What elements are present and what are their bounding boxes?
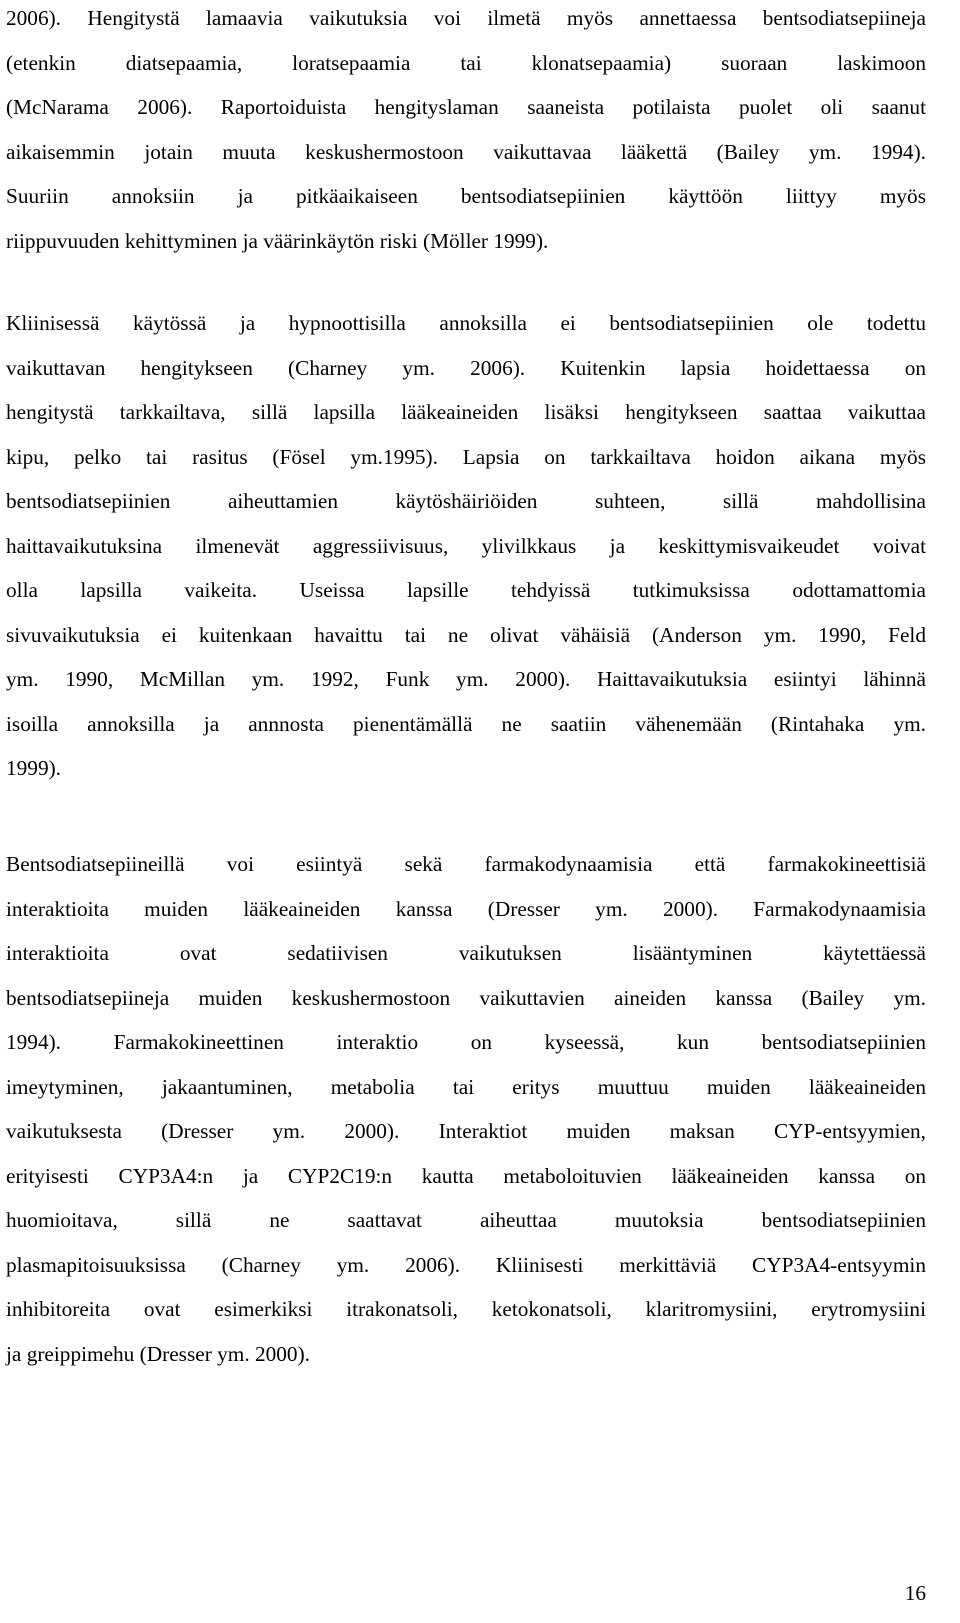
text-line: isoilla annoksilla ja annnosta pienentämällä ne saatiin vähenemään (Rintahaka ym.	[6, 711, 926, 736]
text-line: vaikuttavan hengitykseen (Charney ym. 2006). Kuitenkin lapsia hoidettaessa on	[6, 355, 926, 380]
text-line: haittavaikutuksina ilmenevät aggressiivisuus, ylivilkkaus ja keskittymisvaikeudet voivat	[6, 533, 926, 558]
text-line: inhibitoreita ovat esimerkiksi itrakonatsoli, ketokonatsoli, klaritromysiini, erytromysiini	[6, 1297, 926, 1321]
text-line: bentsodiatsepiineja muiden keskushermostoon vaikuttavien aineiden kanssa (Bailey ym.	[6, 985, 926, 1010]
text-line: huomioitava, sillä ne saattavat aiheuttaa muutoksia bentsodiatsepiinien	[6, 1208, 926, 1232]
text-line: vaikutuksesta (Dresser ym. 2000). Interaktiot muiden maksan CYP-entsyymien,	[6, 1119, 926, 1143]
text-line: Bentsodiatsepiineillä voi esiintyä sekä farmakodynaamisia että farmakokineettisiä	[6, 852, 926, 876]
text-line: interaktioita ovat sedatiivisen vaikutuksen lisääntyminen käytettäessä	[6, 941, 926, 965]
text-line: ja greippimehu (Dresser ym. 2000).	[6, 1341, 310, 1366]
text-line: 1994). Farmakokineettinen interaktio on kyseessä, kun bentsodiatsepiinien	[6, 1030, 926, 1054]
paragraph-1	[6, 0, 926, 263]
text-line: (McNarama 2006). Raportoiduista hengityslaman saaneista potilaista puolet oli saanut	[6, 95, 926, 119]
text-line: hengitystä tarkkailtava, sillä lapsilla lääkeaineiden lisäksi hengitykseen saattaa vaikuttaa	[6, 400, 926, 424]
text-line: 1999).	[6, 756, 62, 780]
text-line: aikaisemmin jotain muuta keskushermostoon vaikuttavaa lääkettä (Bailey ym. 1994).	[6, 139, 926, 164]
text-line: plasmapitoisuuksissa (Charney ym. 2006). Kliinisesti merkittäviä CYP3A4-entsyymin	[6, 1252, 926, 1277]
text-line: sivuvaikutuksia ei kuitenkaan havaittu tai ne olivat vähäisiä (Anderson ym. 1990, Feld	[6, 622, 926, 647]
text-line: riippuvuuden kehittyminen ja väärinkäytön riski (Möller 1999).	[6, 228, 549, 253]
paragraph-3	[6, 842, 926, 1376]
text-line: interaktioita muiden lääkeaineiden kanssa (Dresser ym. 2000). Farmakodynaamisia	[6, 896, 926, 921]
text-line: imeytyminen, jakaantuminen, metabolia tai eritys muuttuu muiden lääkeaineiden	[6, 1074, 926, 1099]
text-line: (etenkin diatsepaamia, loratsepaamia tai klonatsepaamia) suoraan laskimoon	[6, 50, 926, 75]
text-line: ym. 1990, McMillan ym. 1992, Funk ym. 2000). Haittavaikutuksia esiintyi lähinnä	[6, 667, 926, 691]
text-line: olla lapsilla vaikeita. Useissa lapsille tehdyissä tutkimuksissa odottamattomia	[6, 578, 926, 602]
text-line: 2006). Hengitystä lamaavia vaikutuksia voi ilmetä myös annettaessa bentsodiatsepiineja	[6, 6, 926, 30]
text-line: Suuriin annoksiin ja pitkäaikaiseen bentsodiatsepiinien käyttöön liittyy myös	[6, 184, 926, 208]
page-number: 16	[904, 1581, 926, 1605]
text-line: Kliinisessä käytössä ja hypnoottisilla annoksilla ei bentsodiatsepiinien ole todettu	[6, 311, 926, 335]
paragraph-2	[6, 301, 926, 791]
text-line: erityisesti CYP3A4:n ja CYP2C19:n kautta metaboloituvien lääkeaineiden kanssa on	[6, 1163, 926, 1188]
text-line: kipu, pelko tai rasitus (Fösel ym.1995). Lapsia on tarkkailtava hoidon aikana myös	[6, 444, 926, 469]
text-line: bentsodiatsepiinien aiheuttamien käytöshäiriöiden suhteen, sillä mahdollisina	[6, 489, 926, 513]
